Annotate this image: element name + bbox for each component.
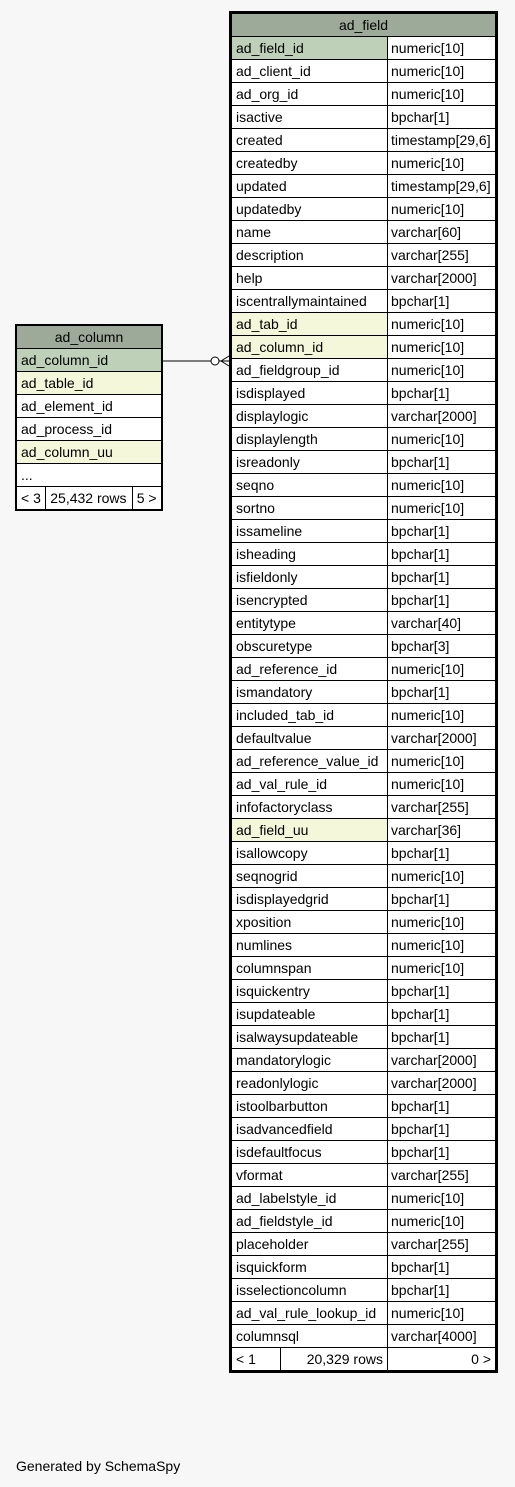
column-name: isencrypted bbox=[231, 589, 388, 612]
column-name: help bbox=[231, 267, 388, 290]
column-row[interactable] bbox=[231, 451, 497, 474]
column-name: ad_reference_value_id bbox=[231, 750, 388, 773]
column-name: ad_reference_id bbox=[231, 658, 388, 681]
column-type: varchar[255] bbox=[388, 244, 497, 267]
ad-column-table[interactable] bbox=[15, 324, 163, 511]
column-name: ad_fieldstyle_id bbox=[231, 1210, 388, 1233]
column-row[interactable] bbox=[231, 428, 497, 451]
column-row[interactable] bbox=[231, 198, 497, 221]
column-type: varchar[60] bbox=[388, 221, 497, 244]
column-row[interactable] bbox=[231, 1279, 497, 1302]
column-row[interactable] bbox=[231, 888, 497, 911]
column-name: isallowcopy bbox=[231, 842, 388, 865]
column-row[interactable] bbox=[231, 1302, 497, 1325]
column-name: obscuretype bbox=[231, 635, 388, 658]
column-row[interactable] bbox=[231, 1164, 497, 1187]
column-row[interactable] bbox=[231, 313, 497, 336]
column-row[interactable] bbox=[16, 464, 162, 487]
column-row[interactable] bbox=[231, 681, 497, 704]
column-row[interactable] bbox=[231, 1003, 497, 1026]
table-title: ad_column bbox=[16, 325, 162, 349]
column-type: bpchar[1] bbox=[388, 1279, 497, 1302]
column-type: bpchar[1] bbox=[388, 290, 497, 313]
column-type: bpchar[1] bbox=[388, 888, 497, 911]
column-name: description bbox=[231, 244, 388, 267]
column-name: isfieldonly bbox=[231, 566, 388, 589]
column-row[interactable] bbox=[231, 1210, 497, 1233]
column-row[interactable] bbox=[231, 566, 497, 589]
column-name: isdisplayedgrid bbox=[231, 888, 388, 911]
column-name: ad_val_rule_id bbox=[231, 773, 388, 796]
column-name: isselectioncolumn bbox=[231, 1279, 388, 1302]
column-row[interactable] bbox=[231, 704, 497, 727]
column-type: numeric[10] bbox=[388, 313, 497, 336]
table-header bbox=[16, 325, 162, 349]
column-row[interactable] bbox=[231, 1049, 497, 1072]
column-type: numeric[10] bbox=[388, 865, 497, 888]
column-row[interactable] bbox=[231, 1141, 497, 1164]
column-row[interactable] bbox=[231, 359, 497, 382]
column-name: ad_labelstyle_id bbox=[231, 1187, 388, 1210]
column-name: ad_org_id bbox=[231, 83, 388, 106]
column-type: numeric[10] bbox=[388, 957, 497, 980]
column-name: ad_client_id bbox=[231, 60, 388, 83]
column-type: numeric[10] bbox=[388, 704, 497, 727]
column-row[interactable] bbox=[231, 244, 497, 267]
column-type: numeric[10] bbox=[388, 60, 497, 83]
column-type: varchar[2000] bbox=[388, 267, 497, 290]
column-name: isheading bbox=[231, 543, 388, 566]
column-name: isalwaysupdateable bbox=[231, 1026, 388, 1049]
column-row[interactable] bbox=[16, 395, 162, 418]
column-type: numeric[10] bbox=[388, 152, 497, 175]
column-type: numeric[10] bbox=[388, 1187, 497, 1210]
column-type: varchar[255] bbox=[388, 796, 497, 819]
column-type: bpchar[1] bbox=[388, 681, 497, 704]
column-name: columnspan bbox=[231, 957, 388, 980]
column-name: entitytype bbox=[231, 612, 388, 635]
column-name: vformat bbox=[231, 1164, 388, 1187]
column-row[interactable] bbox=[231, 1072, 497, 1095]
footer-credit: Generated by SchemaSpy bbox=[16, 1458, 181, 1474]
row-count: 20,329 rows bbox=[281, 1348, 388, 1372]
column-row[interactable] bbox=[231, 336, 497, 359]
column-name: xposition bbox=[231, 911, 388, 934]
column-name: ad_process_id bbox=[16, 418, 162, 441]
column-type: numeric[10] bbox=[388, 1302, 497, 1325]
column-name: sortno bbox=[231, 497, 388, 520]
column-name: columnsql bbox=[231, 1325, 388, 1348]
column-name: isadvancedfield bbox=[231, 1118, 388, 1141]
column-name: placeholder bbox=[231, 1233, 388, 1256]
prev-link[interactable]: < 1 bbox=[231, 1348, 281, 1372]
column-row[interactable] bbox=[231, 773, 497, 796]
column-name: ad_tab_id bbox=[231, 313, 388, 336]
column-name: ad_element_id bbox=[16, 395, 162, 418]
column-row[interactable] bbox=[231, 175, 497, 198]
column-name: updated bbox=[231, 175, 388, 198]
column-type: bpchar[1] bbox=[388, 451, 497, 474]
column-row[interactable] bbox=[231, 1233, 497, 1256]
table-navigation bbox=[231, 1348, 497, 1372]
next-link[interactable]: 5 > bbox=[132, 487, 162, 511]
column-name: mandatorylogic bbox=[231, 1049, 388, 1072]
column-type: varchar[36] bbox=[388, 819, 497, 842]
column-name: iscentrallymaintained bbox=[231, 290, 388, 313]
column-type: bpchar[3] bbox=[388, 635, 497, 658]
column-name: isdisplayed bbox=[231, 382, 388, 405]
column-type: numeric[10] bbox=[388, 750, 497, 773]
column-type: bpchar[1] bbox=[388, 106, 497, 129]
column-type: numeric[10] bbox=[388, 773, 497, 796]
column-name: name bbox=[231, 221, 388, 244]
column-row[interactable] bbox=[231, 106, 497, 129]
column-type: varchar[40] bbox=[388, 612, 497, 635]
column-type: numeric[10] bbox=[388, 83, 497, 106]
column-name: ... bbox=[16, 464, 162, 487]
column-row[interactable] bbox=[231, 382, 497, 405]
column-row[interactable] bbox=[231, 37, 497, 60]
column-type: bpchar[1] bbox=[388, 1141, 497, 1164]
column-row[interactable] bbox=[231, 727, 497, 750]
column-type: numeric[10] bbox=[388, 474, 497, 497]
column-name: ad_table_id bbox=[16, 372, 162, 395]
column-type: numeric[10] bbox=[388, 911, 497, 934]
column-type: bpchar[1] bbox=[388, 980, 497, 1003]
column-row[interactable] bbox=[16, 372, 162, 395]
column-row[interactable] bbox=[231, 980, 497, 1003]
column-row[interactable] bbox=[231, 497, 497, 520]
column-row[interactable] bbox=[231, 635, 497, 658]
column-type: varchar[255] bbox=[388, 1164, 497, 1187]
column-row[interactable] bbox=[231, 129, 497, 152]
column-row[interactable] bbox=[231, 658, 497, 681]
table-navigation bbox=[16, 487, 162, 511]
column-name: isdefaultfocus bbox=[231, 1141, 388, 1164]
column-type: numeric[10] bbox=[388, 1210, 497, 1233]
column-name: isactive bbox=[231, 106, 388, 129]
next-link[interactable]: 0 > bbox=[388, 1348, 497, 1372]
column-name: ad_val_rule_lookup_id bbox=[231, 1302, 388, 1325]
column-row[interactable] bbox=[231, 842, 497, 865]
column-type: varchar[2000] bbox=[388, 405, 497, 428]
column-name: included_tab_id bbox=[231, 704, 388, 727]
column-type: bpchar[1] bbox=[388, 382, 497, 405]
column-row[interactable] bbox=[231, 612, 497, 635]
column-row[interactable] bbox=[231, 83, 497, 106]
column-type: varchar[2000] bbox=[388, 727, 497, 750]
column-name: seqno bbox=[231, 474, 388, 497]
table-header bbox=[231, 13, 497, 37]
column-row[interactable] bbox=[231, 1118, 497, 1141]
column-type: bpchar[1] bbox=[388, 520, 497, 543]
column-type: timestamp[29,6] bbox=[388, 129, 497, 152]
column-row[interactable] bbox=[16, 418, 162, 441]
column-row[interactable] bbox=[231, 60, 497, 83]
ad-field-table[interactable] bbox=[229, 11, 498, 1373]
column-row[interactable] bbox=[231, 405, 497, 428]
column-row[interactable] bbox=[231, 1256, 497, 1279]
column-row[interactable] bbox=[16, 349, 162, 372]
column-type: varchar[255] bbox=[388, 1233, 497, 1256]
column-row[interactable] bbox=[231, 221, 497, 244]
column-type: bpchar[1] bbox=[388, 589, 497, 612]
column-name: ad_column_id bbox=[16, 349, 162, 372]
column-type: bpchar[1] bbox=[388, 1256, 497, 1279]
column-row[interactable] bbox=[231, 1325, 497, 1348]
column-type: numeric[10] bbox=[388, 658, 497, 681]
column-name: displaylength bbox=[231, 428, 388, 451]
column-type: numeric[10] bbox=[388, 497, 497, 520]
column-type: bpchar[1] bbox=[388, 1118, 497, 1141]
column-row[interactable] bbox=[16, 441, 162, 464]
zero-cardinality-marker bbox=[211, 357, 219, 365]
column-name: numlines bbox=[231, 934, 388, 957]
column-name: isreadonly bbox=[231, 451, 388, 474]
column-row[interactable] bbox=[231, 474, 497, 497]
column-name: isquickentry bbox=[231, 980, 388, 1003]
column-row[interactable] bbox=[231, 911, 497, 934]
column-name: infofactoryclass bbox=[231, 796, 388, 819]
column-row[interactable] bbox=[231, 543, 497, 566]
column-name: ad_fieldgroup_id bbox=[231, 359, 388, 382]
column-row[interactable] bbox=[231, 1187, 497, 1210]
column-name: seqnogrid bbox=[231, 865, 388, 888]
column-type: bpchar[1] bbox=[388, 842, 497, 865]
prev-link[interactable]: < 3 bbox=[16, 487, 46, 511]
column-type: numeric[10] bbox=[388, 428, 497, 451]
column-type: bpchar[1] bbox=[388, 543, 497, 566]
column-row[interactable] bbox=[231, 865, 497, 888]
column-name: created bbox=[231, 129, 388, 152]
column-type: numeric[10] bbox=[388, 934, 497, 957]
column-row[interactable] bbox=[231, 1026, 497, 1049]
column-name: ad_field_uu bbox=[231, 819, 388, 842]
column-name: isupdateable bbox=[231, 1003, 388, 1026]
column-name: updatedby bbox=[231, 198, 388, 221]
column-name: ad_column_uu bbox=[16, 441, 162, 464]
column-type: numeric[10] bbox=[388, 336, 497, 359]
crowfoot-marker bbox=[221, 356, 229, 361]
table-title: ad_field bbox=[231, 13, 497, 37]
column-name: istoolbarbutton bbox=[231, 1095, 388, 1118]
column-type: numeric[10] bbox=[388, 198, 497, 221]
column-row[interactable] bbox=[231, 957, 497, 980]
column-type: numeric[10] bbox=[388, 359, 497, 382]
column-name: ad_column_id bbox=[231, 336, 388, 359]
column-type: bpchar[1] bbox=[388, 566, 497, 589]
column-type: bpchar[1] bbox=[388, 1003, 497, 1026]
column-type: varchar[4000] bbox=[388, 1325, 497, 1348]
column-name: displaylogic bbox=[231, 405, 388, 428]
column-row[interactable] bbox=[231, 589, 497, 612]
column-row[interactable] bbox=[231, 1095, 497, 1118]
column-name: readonlylogic bbox=[231, 1072, 388, 1095]
column-type: bpchar[1] bbox=[388, 1095, 497, 1118]
column-type: bpchar[1] bbox=[388, 1026, 497, 1049]
column-name: defaultvalue bbox=[231, 727, 388, 750]
column-row[interactable] bbox=[231, 290, 497, 313]
column-row[interactable] bbox=[231, 934, 497, 957]
column-type: varchar[2000] bbox=[388, 1072, 497, 1095]
column-row[interactable] bbox=[231, 750, 497, 773]
column-row[interactable] bbox=[231, 520, 497, 543]
column-name: createdby bbox=[231, 152, 388, 175]
column-name: isquickform bbox=[231, 1256, 388, 1279]
column-row[interactable] bbox=[231, 819, 497, 842]
column-row[interactable] bbox=[231, 796, 497, 819]
column-row[interactable] bbox=[231, 152, 497, 175]
row-count: 25,432 rows bbox=[46, 487, 132, 511]
column-row[interactable] bbox=[231, 267, 497, 290]
column-type: varchar[2000] bbox=[388, 1049, 497, 1072]
column-name: ismandatory bbox=[231, 681, 388, 704]
column-name: issameline bbox=[231, 520, 388, 543]
column-type: timestamp[29,6] bbox=[388, 175, 497, 198]
column-type: numeric[10] bbox=[388, 37, 497, 60]
column-name: ad_field_id bbox=[231, 37, 388, 60]
